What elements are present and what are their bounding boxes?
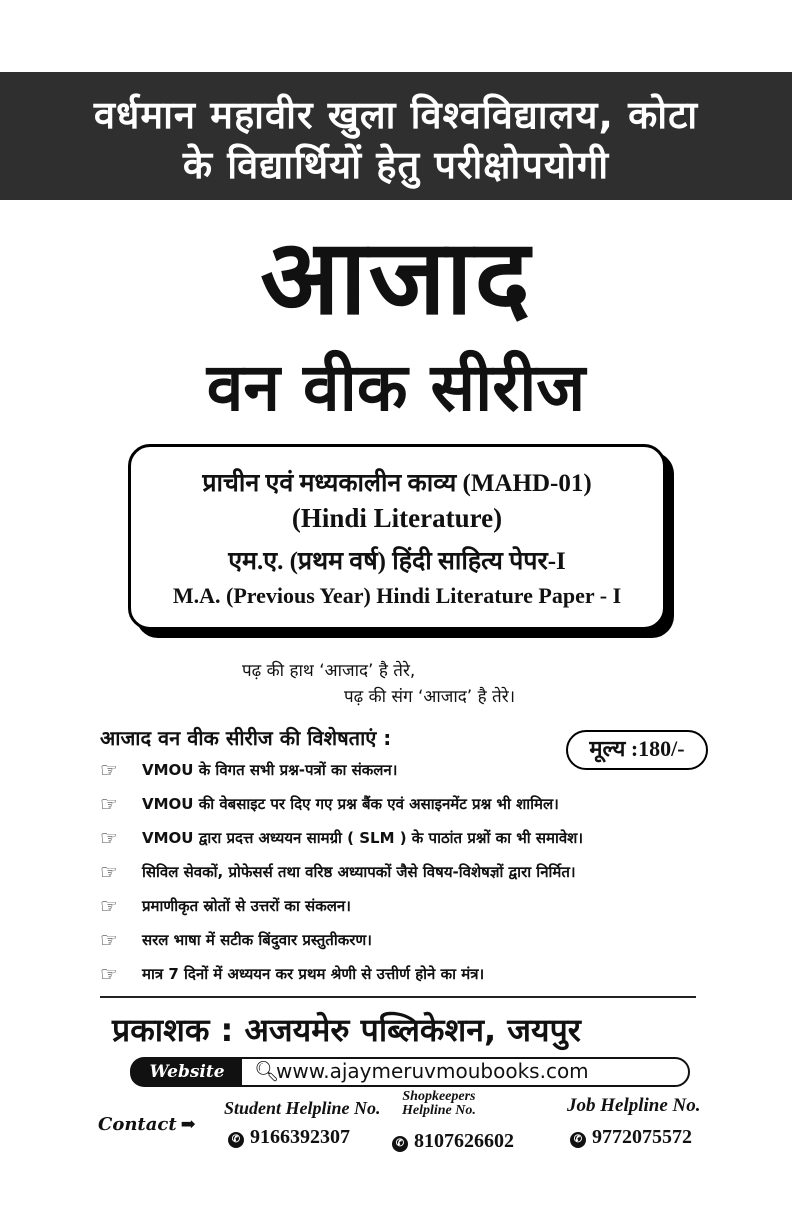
quote-line-1: पढ़ की हाथ ‘आजाद’ है तेरे,: [242, 661, 416, 681]
divider: [100, 996, 696, 998]
pointing-hand-icon: ☞: [100, 928, 118, 952]
feature-item: [100, 962, 484, 986]
header-subtitle: के विद्यार्थियों हेतु परीक्षोपयोगी: [182, 143, 610, 187]
feature-item: [100, 758, 397, 782]
shopkeepers-phone[interactable]: [392, 1130, 514, 1153]
feature-item: [100, 792, 559, 816]
university-name: वर्धमान महावीर खुला विश्वविद्यालय, कोटा: [93, 93, 699, 137]
website-label: Website: [130, 1057, 244, 1087]
job-helpline-title: Job Helpline No.: [567, 1095, 701, 1116]
paper-title-hindi: एम.ए. (प्रथम वर्ष) हिंदी साहित्य पेपर-I: [228, 548, 566, 575]
feature-text: VMOU के विगत सभी प्रश्न-पत्रों का संकलन।: [142, 761, 398, 779]
course-title-hindi: प्राचीन एवं मध्यकालीन काव्य (MAHD-01): [202, 470, 592, 497]
course-subject-english: (Hindi Literature): [291, 503, 503, 533]
search-icon: 🔍︎: [254, 1059, 280, 1083]
student-helpline-title: Student Helpline No.: [224, 1098, 381, 1118]
website-bar: [130, 1057, 690, 1087]
feature-text: VMOU की वेबसाइट पर दिए गए प्रश्न बैंक एवं असाइनमेंट प्रश्न भी शामिल।: [142, 795, 559, 813]
feature-text: मात्र 7 दिनों में अध्ययन कर प्रथम श्रेणी से उत्तीर्ण होने का मंत्र।: [142, 965, 485, 983]
phone-icon: ✆: [228, 1132, 244, 1148]
price-badge: मूल्य :180/-: [566, 730, 708, 770]
phone-number[interactable]: 8107626602: [414, 1130, 514, 1152]
student-phone[interactable]: [228, 1126, 350, 1149]
publisher: प्रकाशक : अजयमेरु पब्लिकेशन, जयपुर: [112, 1011, 581, 1049]
job-phone[interactable]: [570, 1126, 692, 1149]
shopkeepers-title-line2: Helpline No.: [402, 1103, 476, 1118]
pointing-hand-icon: ☞: [100, 894, 118, 918]
contact-label: [98, 1114, 196, 1135]
paper-title-english: M.A. (Previous Year) Hindi Literature Paper - I: [172, 583, 622, 608]
feature-item: [100, 928, 372, 952]
feature-item: [100, 860, 576, 884]
pointing-hand-icon: ☞: [100, 826, 118, 850]
header-band: [0, 72, 792, 200]
website-link[interactable]: [240, 1057, 690, 1087]
feature-item: [100, 826, 583, 850]
feature-text: सरल भाषा में सटीक बिंदुवार प्रस्तुतीकरण।: [142, 931, 372, 949]
website-url[interactable]: www.ajaymeruvmoubooks.com: [276, 1059, 589, 1083]
pointing-hand-icon: ☞: [100, 860, 118, 884]
phone-icon: ✆: [392, 1136, 408, 1152]
shopkeepers-helpline-title: [402, 1090, 476, 1118]
phone-number[interactable]: 9772075572: [592, 1126, 692, 1148]
quote-line-2: पढ़ की संग ‘आजाद’ है तेरे।: [344, 687, 516, 707]
feature-text: सिविल सेवकों, प्रोफेसर्स तथा वरिष्ठ अध्यापकों जैसे विषय-विशेषज्ञों द्वारा निर्मित।: [142, 863, 576, 881]
course-title-box: [128, 444, 666, 630]
shopkeepers-title-line1: Shopkeepers: [402, 1089, 476, 1104]
arrow-right-icon: ➡: [180, 1114, 196, 1135]
phone-number[interactable]: 9166392307: [250, 1126, 350, 1148]
phone-icon: ✆: [570, 1132, 586, 1148]
feature-item: [100, 894, 351, 918]
brand-title: आजाद: [260, 216, 532, 338]
feature-text: VMOU द्वारा प्रदत्त अध्ययन सामग्री ( SLM ) के पाठांत प्रश्नों का भी समावेश।: [142, 829, 584, 847]
pointing-hand-icon: ☞: [100, 792, 118, 816]
pointing-hand-icon: ☞: [100, 962, 118, 986]
contact-text: Contact: [98, 1114, 177, 1135]
pointing-hand-icon: ☞: [100, 758, 118, 782]
features-heading: आजाद वन वीक सीरीज की विशेषताएं :: [100, 726, 392, 750]
series-title: वन वीक सीरीज: [206, 349, 586, 426]
feature-text: प्रमाणीकृत स्रोतों से उत्तरों का संकलन।: [142, 897, 351, 915]
